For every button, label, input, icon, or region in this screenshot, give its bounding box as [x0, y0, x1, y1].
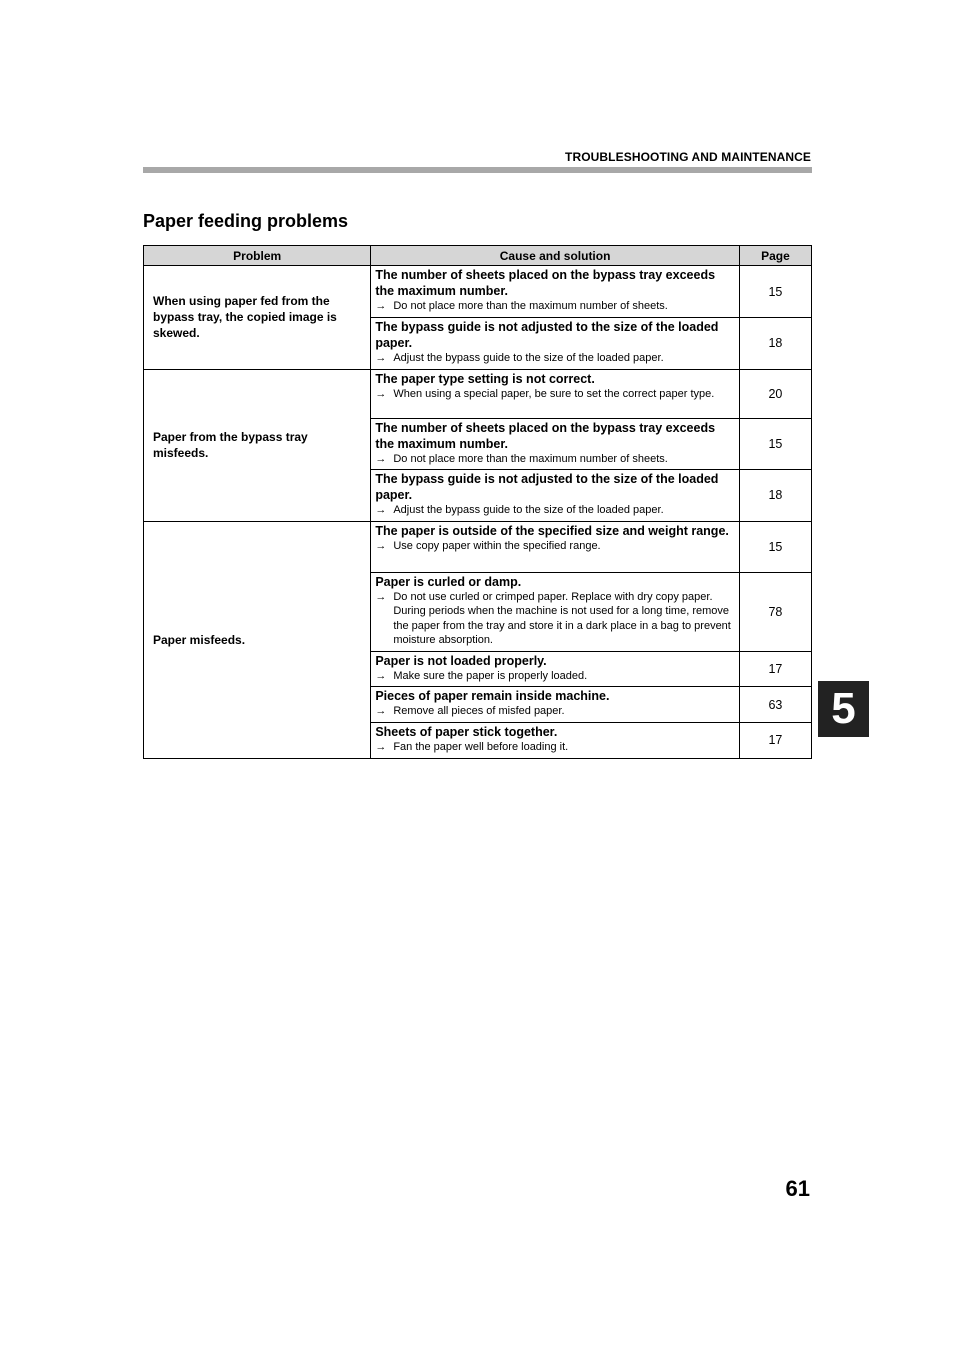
page-reference: 15	[739, 266, 811, 318]
page-reference: 15	[739, 521, 811, 572]
solution-line	[375, 387, 733, 402]
solution-text: Fan the paper well before loading it.	[393, 741, 569, 753]
cause-cell	[371, 470, 740, 522]
arrow-right-icon: →	[375, 387, 387, 400]
cause-title: Sheets of paper stick together.	[375, 725, 558, 739]
cause-cell	[371, 266, 740, 318]
table-row	[144, 521, 812, 572]
troubleshooting-table	[143, 245, 812, 759]
header-rule	[143, 167, 812, 173]
section-title: Paper feeding problems	[143, 211, 349, 231]
page-reference: 17	[739, 651, 811, 687]
solution-line	[375, 669, 733, 684]
problem-cell: Paper from the bypass tray misfeeds.	[144, 369, 371, 521]
solution-text: Adjust the bypass guide to the size of the loaded paper.	[393, 352, 664, 364]
page-reference: 18	[739, 470, 811, 522]
cause-title: The bypass guide is not adjusted to the size of the loaded paper.	[375, 320, 719, 350]
chapter-tab: 5	[818, 681, 869, 737]
page-reference: 15	[739, 418, 811, 470]
cause-title: Pieces of paper remain inside machine.	[375, 689, 610, 703]
arrow-right-icon: →	[375, 352, 387, 364]
solution-line	[375, 351, 733, 366]
column-header-page: Page	[739, 246, 811, 266]
page-reference: 18	[739, 318, 811, 370]
cause-cell	[371, 723, 740, 759]
table-row	[144, 266, 812, 318]
solution-text: Use copy paper within the specified range.	[393, 539, 601, 552]
solution-text: Adjust the bypass guide to the size of the loaded paper.	[393, 504, 664, 516]
solution-line	[375, 452, 733, 467]
cause-cell	[371, 418, 740, 470]
solution-text: Do not use curled or crimped paper. Replace with dry copy paper. During periods when the machine is not used for a long time, remove the paper from the tray and store it in a dark place in a bag to prevent moisture absorption.	[393, 590, 731, 646]
arrow-right-icon: →	[375, 590, 387, 603]
cause-cell	[371, 369, 740, 418]
cause-title: Paper is curled or damp.	[375, 574, 522, 589]
cause-title: The number of sheets placed on the bypass tray exceeds the maximum number.	[375, 268, 716, 298]
cause-title: Paper is not loaded properly.	[375, 653, 547, 668]
solution-line	[375, 299, 733, 314]
cause-cell	[371, 318, 740, 370]
solution-text: Remove all pieces of misfed paper.	[393, 705, 565, 717]
page-reference: 78	[739, 572, 811, 651]
solution-line	[375, 740, 733, 755]
solution-line	[375, 503, 733, 518]
cause-title: The paper type setting is not correct.	[375, 371, 595, 386]
solution-text: When using a special paper, be sure to set the correct paper type.	[393, 387, 715, 400]
table-header-row	[144, 246, 812, 266]
table-row	[144, 369, 812, 418]
solution-text: Do not place more than the maximum number of sheets.	[393, 452, 668, 465]
problem-cell: Paper misfeeds.	[144, 521, 371, 758]
arrow-right-icon: →	[375, 300, 387, 312]
solution-line	[375, 590, 733, 648]
arrow-right-icon: →	[375, 669, 387, 682]
column-header-cause: Cause and solution	[371, 246, 740, 266]
solution-text: Do not place more than the maximum number of sheets.	[393, 300, 668, 312]
running-header: TROUBLESHOOTING AND MAINTENANCE	[565, 150, 811, 164]
cause-title: The bypass guide is not adjusted to the size of the loaded paper.	[375, 472, 719, 502]
arrow-right-icon: →	[375, 504, 387, 516]
page-reference: 63	[739, 687, 811, 723]
cause-title: The paper is outside of the specified size and weight range.	[375, 523, 729, 538]
arrow-right-icon: →	[375, 539, 387, 552]
page-reference: 20	[739, 369, 811, 418]
cause-cell	[371, 651, 740, 687]
arrow-right-icon: →	[375, 452, 387, 465]
page-reference: 17	[739, 723, 811, 759]
arrow-right-icon: →	[375, 705, 387, 717]
page-number: 61	[785, 1176, 810, 1201]
cause-cell	[371, 572, 740, 651]
column-header-problem: Problem	[144, 246, 371, 266]
arrow-right-icon: →	[375, 741, 387, 753]
problem-cell: When using paper fed from the bypass tray, the copied image is skewed.	[144, 266, 371, 370]
solution-line	[375, 539, 733, 554]
cause-cell	[371, 687, 740, 723]
solution-text: Make sure the paper is properly loaded.	[393, 669, 588, 682]
cause-title: The number of sheets placed on the bypass tray exceeds the maximum number.	[375, 420, 716, 451]
cause-cell	[371, 521, 740, 572]
solution-line	[375, 704, 733, 719]
